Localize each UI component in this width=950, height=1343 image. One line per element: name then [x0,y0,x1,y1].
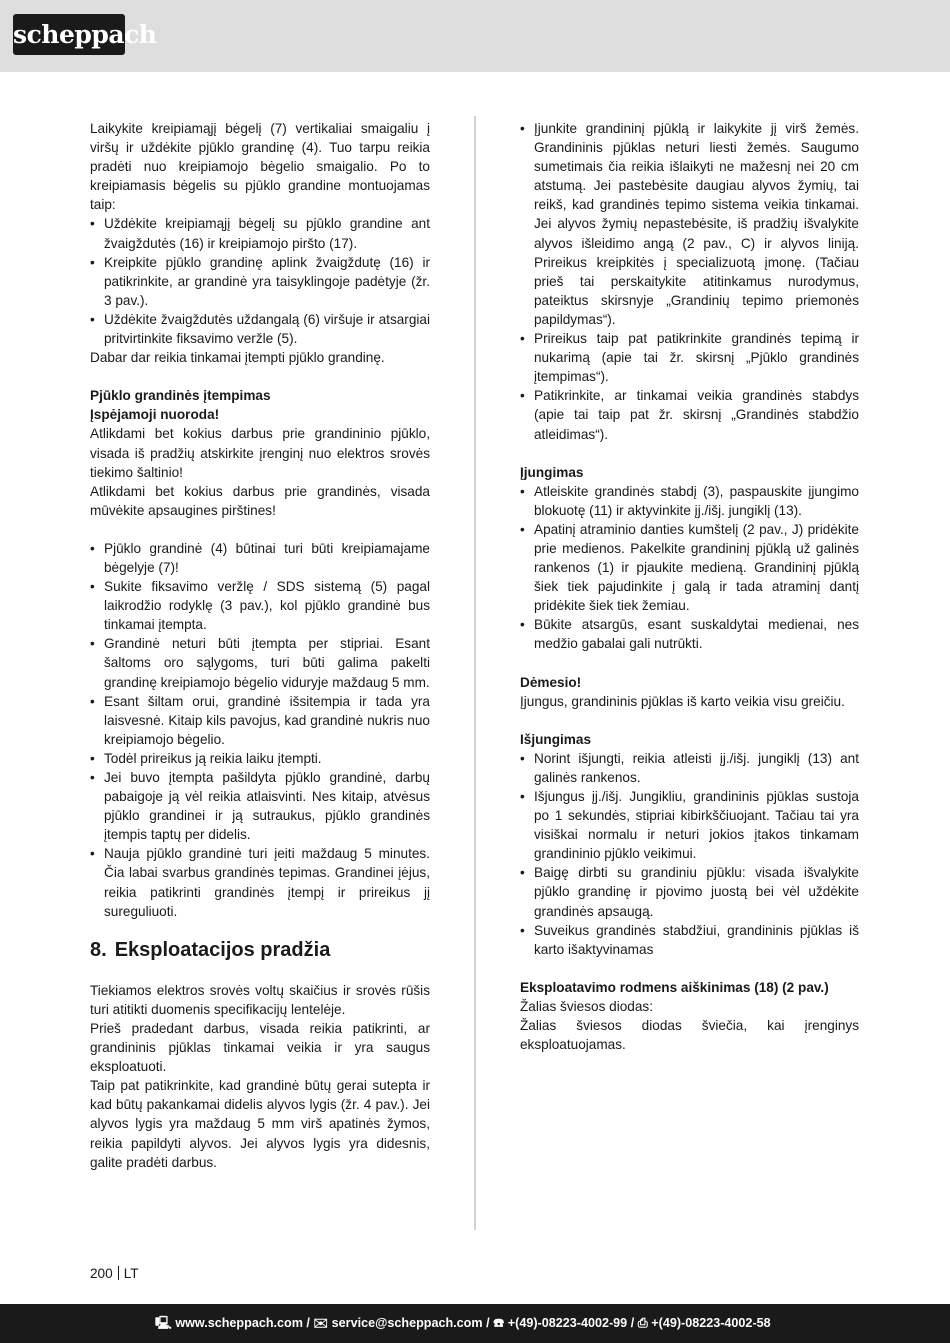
list-item: • Uždėkite kreipiamąjį bėgelį su pjūklo grandine ant žvaigždutės (16) ir kreipiamojo piršto (17). [90,214,430,252]
fax-icon: ⎙ [637,1316,648,1330]
list-item: • Pjūklo grandinė (4) būtinai turi būti kreipiamajame bėgelyje (7)! [90,539,430,577]
start-paragraph: Tiekiamos elektros srovės voltų skaičius ir srovės rūšis turi atitikti duomenis specifikacijų lentelėje. [90,982,430,1017]
switch-on-heading: Įjungimas [520,464,584,480]
footer-email-link[interactable]: service@scheppach.com [331,1316,483,1330]
mail-icon: ✉ [313,1316,329,1330]
phone-icon: ☎ [493,1316,505,1330]
list-item: • Esant šiltam orui, grandinė išsitempia ir tada yra laisvesnė. Kitaip kils pavojus, kad grandinė nukris nuo kreipiamojo bėgelio. [90,692,430,749]
list-item: • Įjunkite grandininį pjūklą ir laikykite jį virš žemės. Grandininis pjūklas neturi liesti žemės. Saugumo sumetimais čia reikia išlaikyti ne mažesnį nei 20 cm atstumą. Jei pastebėsite daugiau alyvos žymių, tai reikš, kad grandinės tepimo sistema veikia tinkamai. Jei alyvos žymių nepastebėsite, iš pradžių išvalykite alyvos išleidimo angą (2 pav., C) ir alyvos liniją. Prireikus kreipkitės į specializuotą įmonę. (Tačiau prieš tai perskaitykite atitinkamus nurodymus, pateiktus skirsnyje „Grandinių tepimo priemonės papildymas“). [520,119,859,329]
switch-off-heading: Išjungimas [520,731,592,747]
warning-text-1: Atlikdami bet kokius darbus prie grandininio pjūklo, visada iš pradžių atskirkite įrenginį nuo elektros srovės tiekimo šaltinio! [90,426,430,480]
list-item: • Jei buvo įtempta pašildyta pjūklo grandinė, darbų pabaigoje ją vėl reikia atlaisvinti. Nes kitaip, atvėsus pjūklo grandinei ir ją sutraukus, pjūklo grandinės įtempis taptų per didelis. [90,768,430,844]
list-item: • Prireikus taip pat patikrinkite grandinės tepimą ir nukarimą (apie tai žr. skirsnį „Pjūklo grandinės įtempimas“). [520,329,859,386]
list-item: • Išjungus įj./išj. Jungikliu, grandininis pjūklas sustoja po 1 sekundės, stipriai kibirkščiuojant. Tačiau tai yra visiškai normalu ir neturi jokios įtakos tinkamam grandininio pjūklo veikimui. [520,787,859,863]
warning-text-2: Atlikdami bet kokius darbus prie grandinės, visada mūvėkite apsaugines pirštines! [90,483,430,518]
list-item: • Kreipkite pjūklo grandinę aplink žvaigždutę (16) ir patikrinkite, ar grandinė yra taisyklingoje padėtyje (žr. 3 pav.). [90,253,430,310]
left-column [90,119,430,1172]
start-paragraph: Prieš pradedant darbus, visada reikia patikrinti, ar grandininis pjūklas tinkamai veikia ir yra saugus eksploatuoti. [90,1020,430,1075]
page-language: LT [123,1266,139,1281]
list-item: • Sukite fiksavimo veržlę / SDS sistemą (5) pagal laikrodžio rodyklę (3 pav.), kol pjūklo grandinė bus tinkamai įtempta. [90,577,430,634]
attention-text: Įjungus, grandininis pjūklas iš karto veikia visu greičiu. [520,693,845,709]
right-column [520,119,859,1054]
mount-intro: Laikykite kreipiamąjį bėgelį (7) vertikaliai smaigaliu į viršų ir uždėkite pjūklo grandinę (4). Tuo tarpu reikia pradėti nuo kreipiamojo bėgelio smaigalio. Po to kreipiamasis bėgelis su pjūklo grandine montuojamas taip: [90,121,430,213]
page-header [0,0,950,72]
list-item: • Uždėkite žvaigždutės uždangalą (6) viršuje ir atsargiai pritvirtinkite fiksavimo veržle (5). [90,310,430,348]
column-divider [474,116,476,1230]
computer-icon: 🖳 [155,1316,172,1330]
list-item: • Todėl prireikus ją reikia laiku įtempti. [90,749,430,768]
footer-website-link[interactable]: www.scheppach.com [175,1316,303,1330]
tension-steps-list [90,539,430,921]
section-number: 8. [90,938,107,961]
brand-logo: scheppach [13,14,125,55]
mount-steps-list [90,214,430,348]
list-item: • Patikrinkite, ar tinkamai veikia grandinės stabdys (apie tai taip pat žr. skirsnį „Grandinės stabdžio atleidimas“). [520,386,859,443]
page-footer: 🖳 www.scheppach.com / ✉ service@scheppach.com / ☎ +(49)-08223-4002-99 / ⎙ +(49)-08223-4002-58 [0,1304,950,1343]
oil-check-list [520,119,859,444]
page-number [90,1266,139,1281]
attention-heading: Dėmesio! [520,674,582,690]
switch-off-list [520,749,859,959]
indicator-heading: Eksploatavimo rodmens aiškinimas (18) (2 pav.) [520,979,829,995]
list-item: • Norint išjungti, reikia atleisti įj./išj. jungiklį (13) ant galinės rankenos. [520,749,859,787]
start-paragraph: Taip pat patikrinkite, kad grandinė būtų gerai sutepta ir kad būtų pakankamai didelis alyvos lygis (žr. 4 pav.). Jei alyvos lygis yra maždaug 5 mm virš apatinės žymos, reikia papildyti alyvos. Jei alyvos lygis yra didesnis, galite pradėti darbus. [90,1078,430,1170]
after-mount-text: Dabar dar reikia tinkamai įtempti pjūklo grandinę. [90,350,385,366]
list-item: • Atleiskite grandinės stabdį (3), paspauskite įjungimo blokuotę (11) ir aktyvinkite įj./išj. jungiklį (13). [520,482,859,520]
footer-fax: +(49)-08223-4002-58 [651,1316,771,1330]
list-item: • Grandinė neturi būti įtempta per stipriai. Esant šaltoms oro sąlygoms, turi būti galima pakelti grandinę kreipiamojo bėgelio viduryje maždaug 5 mm. [90,634,430,691]
indicator-label: Žalias šviesos diodas: [520,998,653,1014]
list-item: • Apatinį atraminio danties kumštelį (2 pav., J) pridėkite prie medienos. Pakelkite grandininį pjūklą už galinės rankenos (1) ir pjaukite medieną. Grandininį pjūklą šiek tiek pajudinkite į galą ir tada atraminį dantį pridėkite šiek tiek žemiau. [520,520,859,615]
tension-heading: Pjūklo grandinės įtempimas [90,388,271,404]
list-item: • Būkite atsargūs, esant suskaldytai medienai, nes medžio gabalai gali nutrūkti. [520,615,859,653]
indicator-text: Žalias šviesos diodas šviečia, kai įrenginys eksploatuojamas. [520,1018,859,1053]
section-title: Eksploatacijos pradžia [114,938,331,961]
switch-on-list [520,482,859,654]
list-item: • Suveikus grandinės stabdžiui, grandininis pjūklas iš karto išaktyvinamas [520,921,859,959]
page-number-value: 200 [90,1266,113,1281]
list-item: • Baigę dirbti su grandiniu pjūklu: visada išvalykite pjūklo grandinę ir pjovimo juostą bei vėl uždėkite grandinės apsaugą. [520,863,859,920]
section-heading [90,938,430,962]
list-item: • Nauja pjūklo grandinė turi įeiti maždaug 5 minutes. Čia labai svarbus grandinės tepimas. Grandinei įėjus, reikia patikrinti grandinės įtempį ir prireikus jį sureguliuoti. [90,844,430,920]
footer-phone: +(49)-08223-4002-99 [507,1316,628,1330]
warning-heading: Įspėjamoji nuoroda! [90,407,220,423]
